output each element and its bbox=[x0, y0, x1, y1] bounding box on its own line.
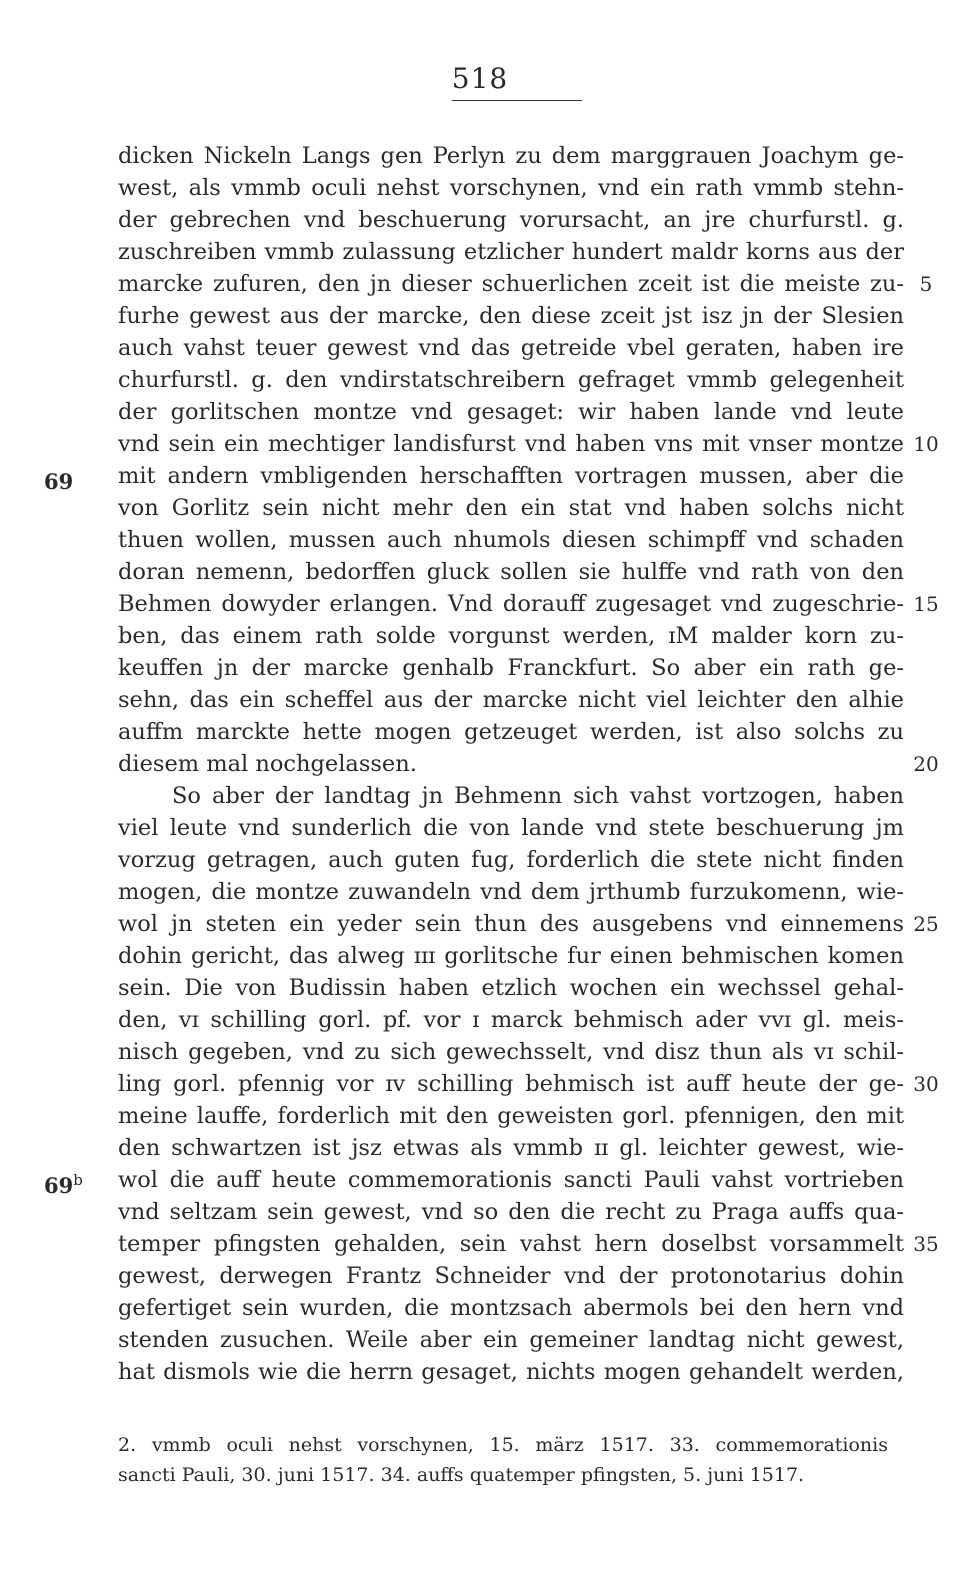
line-number: 35 bbox=[913, 1232, 939, 1256]
footnote-line: 2. vmmb oculi nehst vorschynen, 15. märz 1517. 33. commemorationis bbox=[118, 1434, 888, 1456]
folio-label: 69 bbox=[44, 1173, 74, 1198]
text-line: Behmen dowyder erlangen. Vnd dorauff zugesaget vnd zugeschrie- bbox=[118, 591, 904, 617]
text-line: sein. Die von Budissin haben etzlich wochen ein wechssel gehal- bbox=[118, 975, 904, 1001]
text-line: zuschreiben vmmb zulassung etzlicher hundert maldr korns aus der bbox=[118, 239, 904, 265]
line-number: 25 bbox=[913, 912, 939, 936]
text-line: meine lauffe, forderlich mit den geweisten gorl. pfennigen, den mit bbox=[118, 1103, 904, 1129]
text-line: furhe gewest aus der marcke, den diese zceit jst isz jn der Slesien bbox=[118, 303, 904, 329]
text-line: auffm marckte hette mogen getzeuget werden, ist also solchs zu bbox=[118, 719, 904, 745]
line-number: 10 bbox=[913, 432, 939, 456]
page-number-rule bbox=[452, 100, 582, 101]
text-line: den, ᴠɪ schilling gorl. pf. vor ɪ marck behmisch ader ᴠᴠɪ gl. meis- bbox=[118, 1007, 904, 1033]
text-line: vnd sein ein mechtiger landisfurst vnd haben vns mit vnser montze bbox=[118, 431, 904, 457]
text-line: temper pfingsten gehalden, sein vahst hern doselbst vorsammelt bbox=[118, 1231, 904, 1257]
folio-suffix: b bbox=[73, 1171, 83, 1189]
text-line: gewest, derwegen Frantz Schneider vnd der protonotarius dohin bbox=[118, 1263, 904, 1289]
footnote-line: sancti Pauli, 30. juni 1517. 34. auffs quatemper pfingsten, 5. juni 1517. bbox=[118, 1464, 805, 1486]
line-number: 30 bbox=[913, 1072, 939, 1096]
text-line: vnd seltzam sein gewest, vnd so den die recht zu Praga auffs qua- bbox=[118, 1199, 904, 1225]
text-line: hat dismols wie die herrn gesaget, nichts mogen gehandelt werden, bbox=[118, 1359, 904, 1385]
folio-label: 69 bbox=[44, 469, 74, 494]
text-line: vorzug getragen, auch guten fug, forderlich die stete nicht finden bbox=[118, 847, 904, 873]
folio-marker bbox=[44, 460, 73, 498]
text-line: von Gorlitz sein nicht mehr den ein stat vnd haben solchs nicht bbox=[118, 495, 904, 521]
text-line: ling gorl. pfennig vor ɪᴠ schilling behmisch ist auff heute der ge- bbox=[118, 1071, 904, 1097]
text-line: den schwartzen ist jsz etwas als vmmb ɪɪ gl. leichter gewest, wie- bbox=[118, 1135, 904, 1161]
text-line: doran nemenn, bedorffen gluck sollen sie hulffe vnd rath von den bbox=[118, 559, 904, 585]
text-line: west, als vmmb oculi nehst vorschynen, vnd ein rath vmmb stehn- bbox=[118, 175, 904, 201]
text-line: diesem mal nochgelassen. bbox=[118, 751, 417, 777]
text-line: mit andern vmbligenden herschafften vortragen mussen, aber die bbox=[118, 463, 904, 489]
text-line: wol die auff heute commemorationis sancti Pauli vahst vortrieben bbox=[118, 1167, 904, 1193]
line-number: 15 bbox=[913, 592, 939, 616]
text-line: marcke zufuren, den jn dieser schuerlichen zceit ist die meiste zu- bbox=[118, 271, 904, 297]
text-line: der gorlitschen montze vnd gesaget: wir haben lande vnd leute bbox=[118, 399, 904, 425]
page-number: 518 bbox=[451, 62, 509, 95]
line-number: 20 bbox=[913, 752, 939, 776]
folio-marker bbox=[44, 1164, 83, 1202]
text-line: dicken Nickeln Langs gen Perlyn zu dem marggrauen Joachym ge- bbox=[118, 143, 904, 169]
text-line: sehn, das ein scheffel aus der marcke nicht viel leichter den alhie bbox=[118, 687, 904, 713]
text-line: So aber der landtag jn Behmenn sich vahst vortzogen, haben bbox=[172, 783, 904, 809]
text-line: gefertiget sein wurden, die montzsach abermols bei den hern vnd bbox=[118, 1295, 904, 1321]
line-number: 5 bbox=[919, 272, 933, 296]
text-line: wol jn steten ein yeder sein thun des ausgebens vnd einnemens bbox=[118, 911, 904, 937]
text-line: churfurstl. g. den vndirstatschreibern gefraget vmmb gelegenheit bbox=[118, 367, 904, 393]
text-line: auch vahst teuer gewest vnd das getreide vbel geraten, haben ire bbox=[118, 335, 904, 361]
text-line: viel leute vnd sunderlich die von lande vnd stete beschuerung jm bbox=[118, 815, 904, 841]
text-line: nisch gegeben, vnd zu sich gewechsselt, vnd disz thun als ᴠɪ schil- bbox=[118, 1039, 904, 1065]
text-line: thuen wollen, mussen auch nhumols diesen schimpff vnd schaden bbox=[118, 527, 904, 553]
text-line: mogen, die montze zuwandeln vnd dem jrthumb furzukomenn, wie- bbox=[118, 879, 904, 905]
text-line: dohin gericht, das alweg ɪɪɪ gorlitsche fur einen behmischen komen bbox=[118, 943, 904, 969]
text-line: keuffen jn der marcke genhalb Franckfurt. So aber ein rath ge- bbox=[118, 655, 904, 681]
text-line: der gebrechen vnd beschuerung vorursacht, an jre churfurstl. g. bbox=[118, 207, 904, 233]
text-line: ben, das einem rath solde vorgunst werden, ɪM malder korn zu- bbox=[118, 623, 904, 649]
text-line: stenden zusuchen. Weile aber ein gemeiner landtag nicht gewest, bbox=[118, 1327, 904, 1353]
